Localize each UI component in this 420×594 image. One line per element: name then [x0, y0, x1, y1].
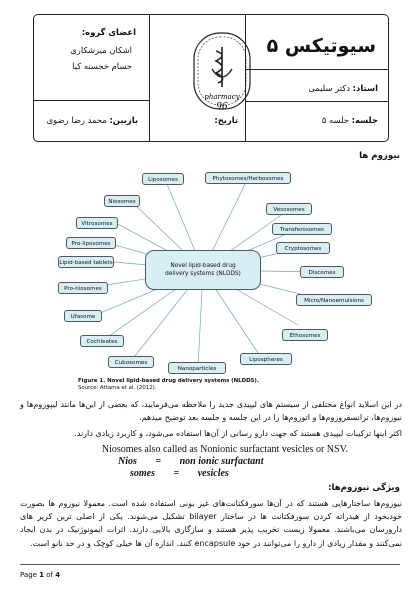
center-line-2: delivery systems (NLDDS) [165, 271, 241, 277]
diagram-center-node [145, 250, 261, 290]
node-proniosomes: Pro-niosomes [58, 282, 108, 294]
team-member-2: حسام خجسته کیا [72, 61, 132, 71]
features-heading: ویژگی نیوزوم‌ها: [328, 483, 400, 493]
formula-def-2: vesicles [197, 468, 229, 479]
node-cochleates: Cochleates [80, 335, 124, 347]
team-label: اعضای گروه: [81, 27, 136, 37]
node-nanoparticles: Nanoparticles [168, 362, 226, 374]
formula-line-1 [118, 456, 264, 467]
paragraph-1: در این اسلاید انواع مختلفی از سیستم های لیپیدی جدید را ملاحظه می‌فرمایید، که بعضی از این‌ها مانند لیپوزوم‌ها و نیوزوم‌ها، ترانسفروزوم‌ها و اتوزوم‌ها را در این جلسه و جلسه بعد توضیح میدهم. [20, 400, 402, 423]
header-line-right-2 [245, 101, 388, 102]
figure-caption-source: Source: Attama et al. (2012). [78, 385, 157, 391]
node-ufasome: Ufasome [64, 310, 102, 322]
formula-somes: somes [130, 468, 155, 479]
node-vitrosomes: Vitrosomes [76, 217, 118, 229]
pharmacy-seal-logo [182, 25, 262, 125]
header-line-left [34, 100, 149, 101]
session-row: جلسه: جلسه ۵ [321, 115, 378, 125]
logo-text: pharmacy [204, 93, 240, 101]
formula-line-2 [130, 468, 229, 479]
node-transferosomes: Transferosomes [272, 223, 332, 235]
logo-number: 96 [216, 102, 228, 112]
node-phytosomes: Phytosomes/Herbosomes [205, 172, 291, 184]
formula-eq-2: = [173, 468, 180, 479]
header-box [33, 14, 389, 142]
node-vesosomes: Vesosomes [266, 203, 312, 215]
footer-divider [20, 564, 400, 565]
figure-caption-title: Figure 1. Novel lipid-based drug delivery systems (NLDDS). [78, 378, 259, 384]
session-value: جلسه ۵ [321, 115, 349, 125]
reviewer-name: محمد رضا رضوی [46, 115, 107, 125]
center-line-1: Novel lipid-based drug [170, 263, 236, 269]
formula-nios: Nios [118, 456, 137, 467]
course-title: سیوتیکس ۵ [266, 35, 376, 57]
formula-eq-1: = [155, 456, 162, 467]
node-ethosomes: Ethosomes [282, 329, 328, 341]
formula-def-1: non ionic surfactant [179, 456, 264, 467]
node-liposomes: Liposomes [142, 173, 184, 185]
date-label: تاریخ: [214, 115, 238, 125]
english-definition: Niosomes also called as Nonionic surfactant vesicles or NSV. [101, 444, 348, 455]
page-number: Page 1 of 4 [20, 571, 61, 579]
teacher-name: دکتر سلیمی [308, 83, 350, 93]
node-proliposomes: Pro-liposomes [66, 237, 116, 249]
paragraph-2: اکثر اینها ترکیبات لیپیدی هستند که جهت دارو رسانی از آن‌ها استفاده می‌شود، و کاربرد زیادی دارند. [74, 429, 402, 438]
node-cryptosomes: Cryptosomes [276, 242, 330, 254]
header-line-right-1 [245, 69, 388, 70]
node-micro-nanoemulsions: Micro/Nanoemulsions [296, 294, 372, 306]
paragraph-3: نیوزوم‌ها ساختارهایی هستند که در آن‌ها سورفکتانت‌های غیر یونی استفاده شده است. معمولا نیوزوم ها بصورت خودبخود از هیدراته کردن سورفکتانت ها در ساختار bilayer تشکیل می‌شوند. یکی از اصلی ترین کریر های دارورسان می‌باشند. معمولا زیست تخریب پذیر هستند و سازگاری بالایی دارند. اثرات ایمونوژنیک در بدن ایجاد نمی‌کنند و مقدار زیادی از دارو را می‌توانند در خود encapsule کنند. اندازه آن ها خیلی کوچک و در حد نانو است. [20, 499, 402, 548]
node-lipospheres: Lipospheres [240, 353, 292, 365]
node-cubosomes: Cubosomes [108, 356, 154, 368]
teacher-row: استاد: دکتر سلیمی [308, 83, 378, 93]
team-member-1: اشکان میرشکاری [70, 45, 132, 55]
header-divider-left [149, 15, 150, 141]
section-heading: نیوزوم ها [359, 151, 400, 161]
reviewer-row: بازبین: محمد رضا رضوی [46, 115, 138, 125]
node-discomes: Discomes [300, 266, 344, 278]
node-niosomes: Niosomes [104, 195, 140, 207]
node-lipid-based-tablets: Lipid-based tablets [58, 256, 114, 268]
